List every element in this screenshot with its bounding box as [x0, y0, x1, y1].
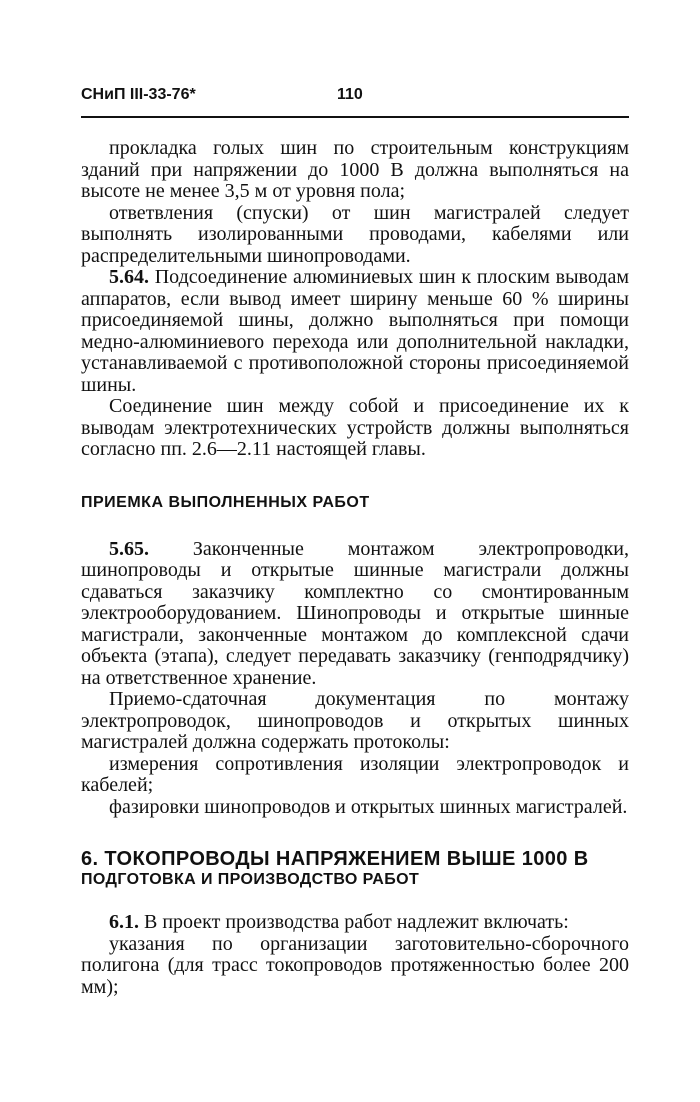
clause-number: 5.65. — [109, 537, 149, 560]
chapter-subheading: ПОДГОТОВКА И ПРОИЗВОДСТВО РАБОТ — [81, 871, 420, 888]
clause-6-1 — [81, 912, 629, 934]
page-body — [81, 138, 629, 998]
page-number: 110 — [337, 86, 363, 103]
paragraph: указания по организации заготовительно-сборочного полигона (для трасс токопроводов протяженностью более 200 мм); — [81, 932, 629, 998]
clause-number: 6.1. — [109, 911, 139, 933]
section-heading-acceptance: ПРИЕМКА ВЫПОЛНЕННЫХ РАБОТ — [81, 493, 370, 511]
paragraph: Соединение шин между собой и присоединение их к выводам электротехнических устройств должны выполняться согласно пп. 2.6—2.11 настоящей главы. — [81, 395, 629, 460]
clause-5-64 — [81, 267, 629, 396]
document-code: СНиП III-33-76* — [81, 86, 196, 103]
paragraph: ответвления (спуски) от шин магистралей следует выполнять изолированными проводами, кабелями или распределительными шинопроводами. — [81, 201, 629, 267]
clause-number: 5.64. — [109, 266, 149, 288]
clause-5-65 — [81, 539, 629, 690]
page-header — [81, 86, 629, 118]
clause-text: В проект производства работ надлежит включать: — [139, 911, 569, 933]
clause-text: Законченные монтажом электропроводки, шинопроводы и открытые шинные магистрали должны сдаваться заказчику комплектно со смонтированным электрооборудованием. Шинопроводы и открытые шинные магистрали, законченные монтажом до комплексной сдачи объекта (этапа), следует передавать заказчику (генподрядчику) на ответственное хранение. — [81, 537, 629, 689]
clause-text: Подсоединение алюминиевых шин к плоским выводам аппаратов, если вывод имеет ширину меньше 60 % ширины присоединяемой шины, должно выполняться при помощи медно-алюминиевого перехода или дополнительной накладки, устанавливаемой с противоположной стороны присоединяемой шины. — [81, 266, 629, 396]
paragraph: фазировки шинопроводов и открытых шинных магистралей. — [109, 795, 628, 818]
paragraph: прокладка голых шин по строительным конструкциям зданий при напряжении до 1000 В должна выполняться на высоте не менее 3,5 м от уровня пола; — [81, 137, 629, 202]
paragraph: Приемо-сдаточная документация по монтажу электропроводок, шинопроводов и открытых шинных магистралей должна содержать протоколы: — [81, 688, 629, 753]
chapter-heading: 6. ТОКОПРОВОДЫ НАПРЯЖЕНИЕМ ВЫШЕ 1000 В — [81, 848, 589, 870]
paragraph: измерения сопротивления изоляции электропроводок и кабелей; — [81, 752, 629, 796]
